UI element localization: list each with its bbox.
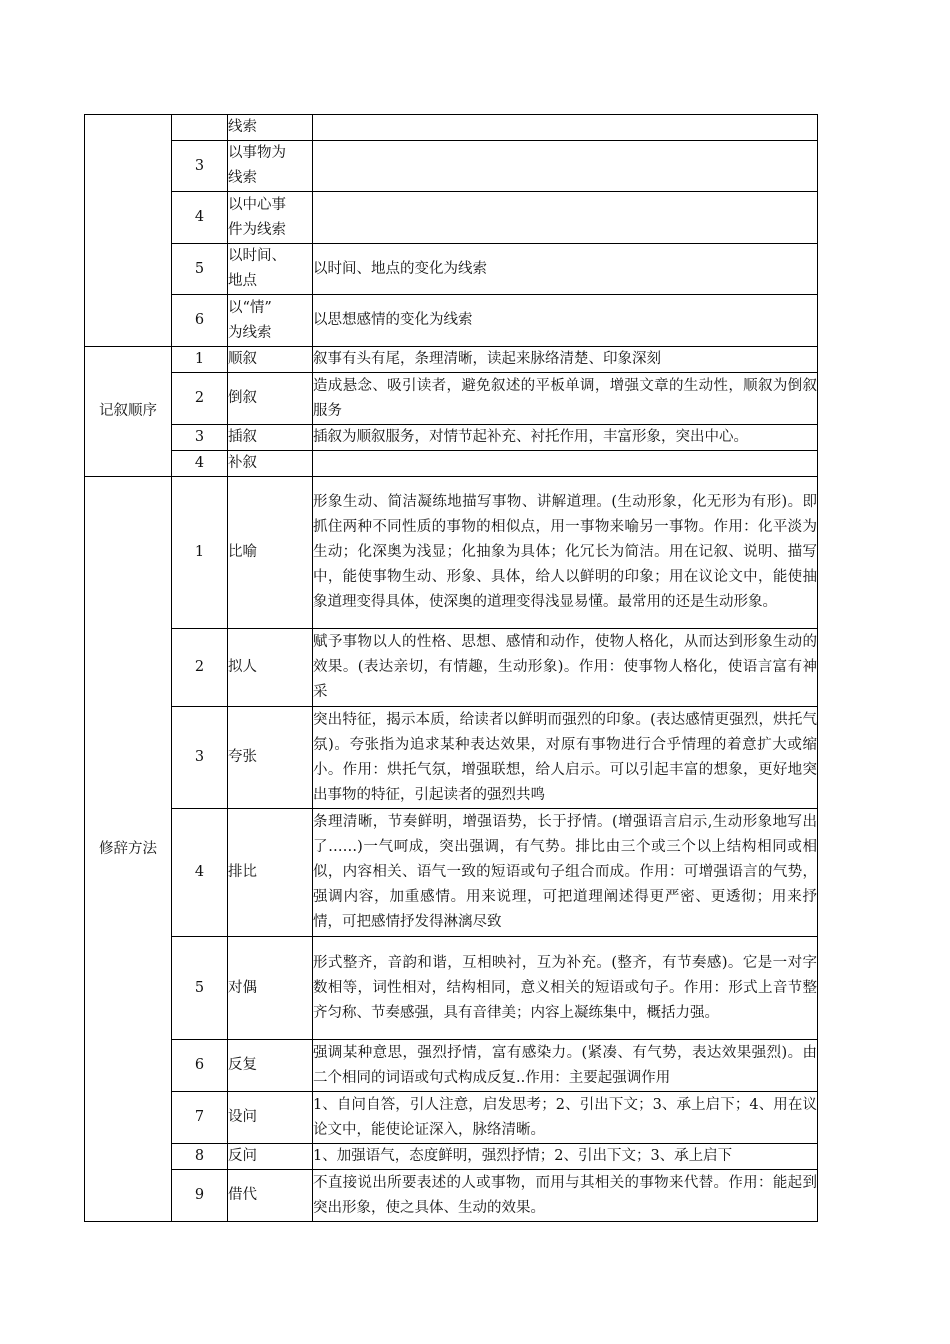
row-number: 4 [172,451,228,477]
technique-description: 强调某种意思，强烈抒情，富有感染力。(紧凑、有气势，表达效果强烈)。由二个相同的词语或句式构成反复..作用：主要起强调作用 [313,1040,818,1092]
technique-description: 以时间、地点的变化为线索 [313,244,818,295]
technique-name: 设问 [228,1092,313,1144]
table-row [85,347,818,373]
table-row [85,192,818,244]
technique-name: 以事物为 线索 [228,141,313,192]
technique-name: 以时间、 地点 [228,244,313,295]
technique-description: 形式整齐，音韵和谐，互相映衬，互为补充。(整齐，有节奏感)。它是一对字数相等，词性相对，结构相同，意义相关的短语或句子。作用：形式上音节整齐匀称、节奏感强，具有音律美；内容上凝练集中，概括力强。 [313,937,818,1040]
technique-name: 补叙 [228,451,313,477]
technique-name: 以“情” 为线索 [228,295,313,347]
technique-description: 1、自问自答，引人注意，启发思考；2、引出下文；3、承上启下；4、用在议论文中，能使论证深入，脉络清晰。 [313,1092,818,1144]
category-cell-rhetoric: 修辞方法 [85,477,172,1222]
technique-description: 以思想感情的变化为线索 [313,295,818,347]
row-number: 9 [172,1170,228,1222]
table-row [85,1040,818,1092]
technique-name: 以中心事 件为线索 [228,192,313,244]
technique-description: 不直接说出所要表述的人或事物，而用与其相关的事物来代替。作用：能起到突出形象，使之具体、生动的效果。 [313,1170,818,1222]
technique-name: 比喻 [228,477,313,629]
technique-description [313,192,818,244]
row-number [172,115,228,141]
technique-description: 插叙为顺叙服务，对情节起补充、衬托作用，丰富形象，突出中心。 [313,425,818,451]
table-row [85,373,818,425]
row-number: 5 [172,244,228,295]
technique-name: 顺叙 [228,347,313,373]
table-row [85,1170,818,1222]
technique-name: 借代 [228,1170,313,1222]
technique-description [313,115,818,141]
technique-name: 夸张 [228,707,313,809]
technique-description: 形象生动、简洁凝练地描写事物、讲解道理。(生动形象，化无形为有形)。即抓住两种不同性质的事物的相似点，用一事物来喻另一事物。作用：化平淡为生动；化深奥为浅显；化抽象为具体；化冗长为简洁。用在记叙、说明、描写中，能使事物生动、形象、具体，给人以鲜明的印象；用在议论文中，能使抽象道理变得具体，使深奥的道理变得浅显易懂。最常用的还是生动形象。 [313,477,818,629]
table-row [85,141,818,192]
row-number: 6 [172,1040,228,1092]
row-number: 4 [172,192,228,244]
category-cell-order: 记叙顺序 [85,347,172,477]
row-number: 5 [172,937,228,1040]
table-row [85,244,818,295]
row-number: 3 [172,425,228,451]
row-number: 1 [172,347,228,373]
table-row [85,1092,818,1144]
table-row [85,629,818,707]
technique-description [313,451,818,477]
technique-name: 反问 [228,1144,313,1170]
technique-description: 1、加强语气，态度鲜明，强烈抒情；2、引出下文；3、承上启下 [313,1144,818,1170]
row-number: 2 [172,629,228,707]
table-row [85,809,818,937]
table-row [85,1144,818,1170]
technique-description: 突出特征，揭示本质，给读者以鲜明而强烈的印象。(表达感情更强烈，烘托气氛)。夸张指为追求某种表达效果，对原有事物进行合乎情理的着意扩大或缩小。作用：烘托气氛，增强联想，给人启示。可以引起丰富的想象，更好地突出事物的特征，引起读者的强烈共鸣 [313,707,818,809]
technique-name: 反复 [228,1040,313,1092]
row-number: 1 [172,477,228,629]
row-number: 6 [172,295,228,347]
row-number: 3 [172,141,228,192]
technique-description [313,141,818,192]
technique-name: 线索 [228,115,313,141]
technique-name: 排比 [228,809,313,937]
table-row [85,477,818,629]
table-row [85,115,818,141]
technique-name: 倒叙 [228,373,313,425]
technique-name: 拟人 [228,629,313,707]
table-row [85,295,818,347]
technique-description: 叙事有头有尾，条理清晰，读起来脉络清楚、印象深刻 [313,347,818,373]
table-row [85,425,818,451]
table-row [85,707,818,809]
knowledge-table [84,114,818,1222]
row-number: 3 [172,707,228,809]
row-number: 4 [172,809,228,937]
table-row [85,451,818,477]
row-number: 8 [172,1144,228,1170]
technique-description: 造成悬念、吸引读者，避免叙述的平板单调，增强文章的生动性，顺叙为倒叙服务 [313,373,818,425]
row-number: 2 [172,373,228,425]
category-cell-clues [85,115,172,347]
technique-description: 条理清晰，节奏鲜明，增强语势，长于抒情。(增强语言启示,生动形象地写出了……)一气呵成，突出强调，有气势。排比由三个或三个以上结构相同或相似，内容相关、语气一致的短语或句子组合而成。作用：可增强语言的气势，强调内容，加重感情。用来说理，可把道理阐述得更严密、更透彻；用来抒情，可把感情抒发得淋漓尽致 [313,809,818,937]
table-row [85,937,818,1040]
technique-name: 插叙 [228,425,313,451]
row-number: 7 [172,1092,228,1144]
technique-description: 赋予事物以人的性格、思想、感情和动作，使物人格化，从而达到形象生动的效果。(表达亲切，有情趣，生动形象)。作用：使事物人格化，使语言富有神采 [313,629,818,707]
technique-name: 对偶 [228,937,313,1040]
